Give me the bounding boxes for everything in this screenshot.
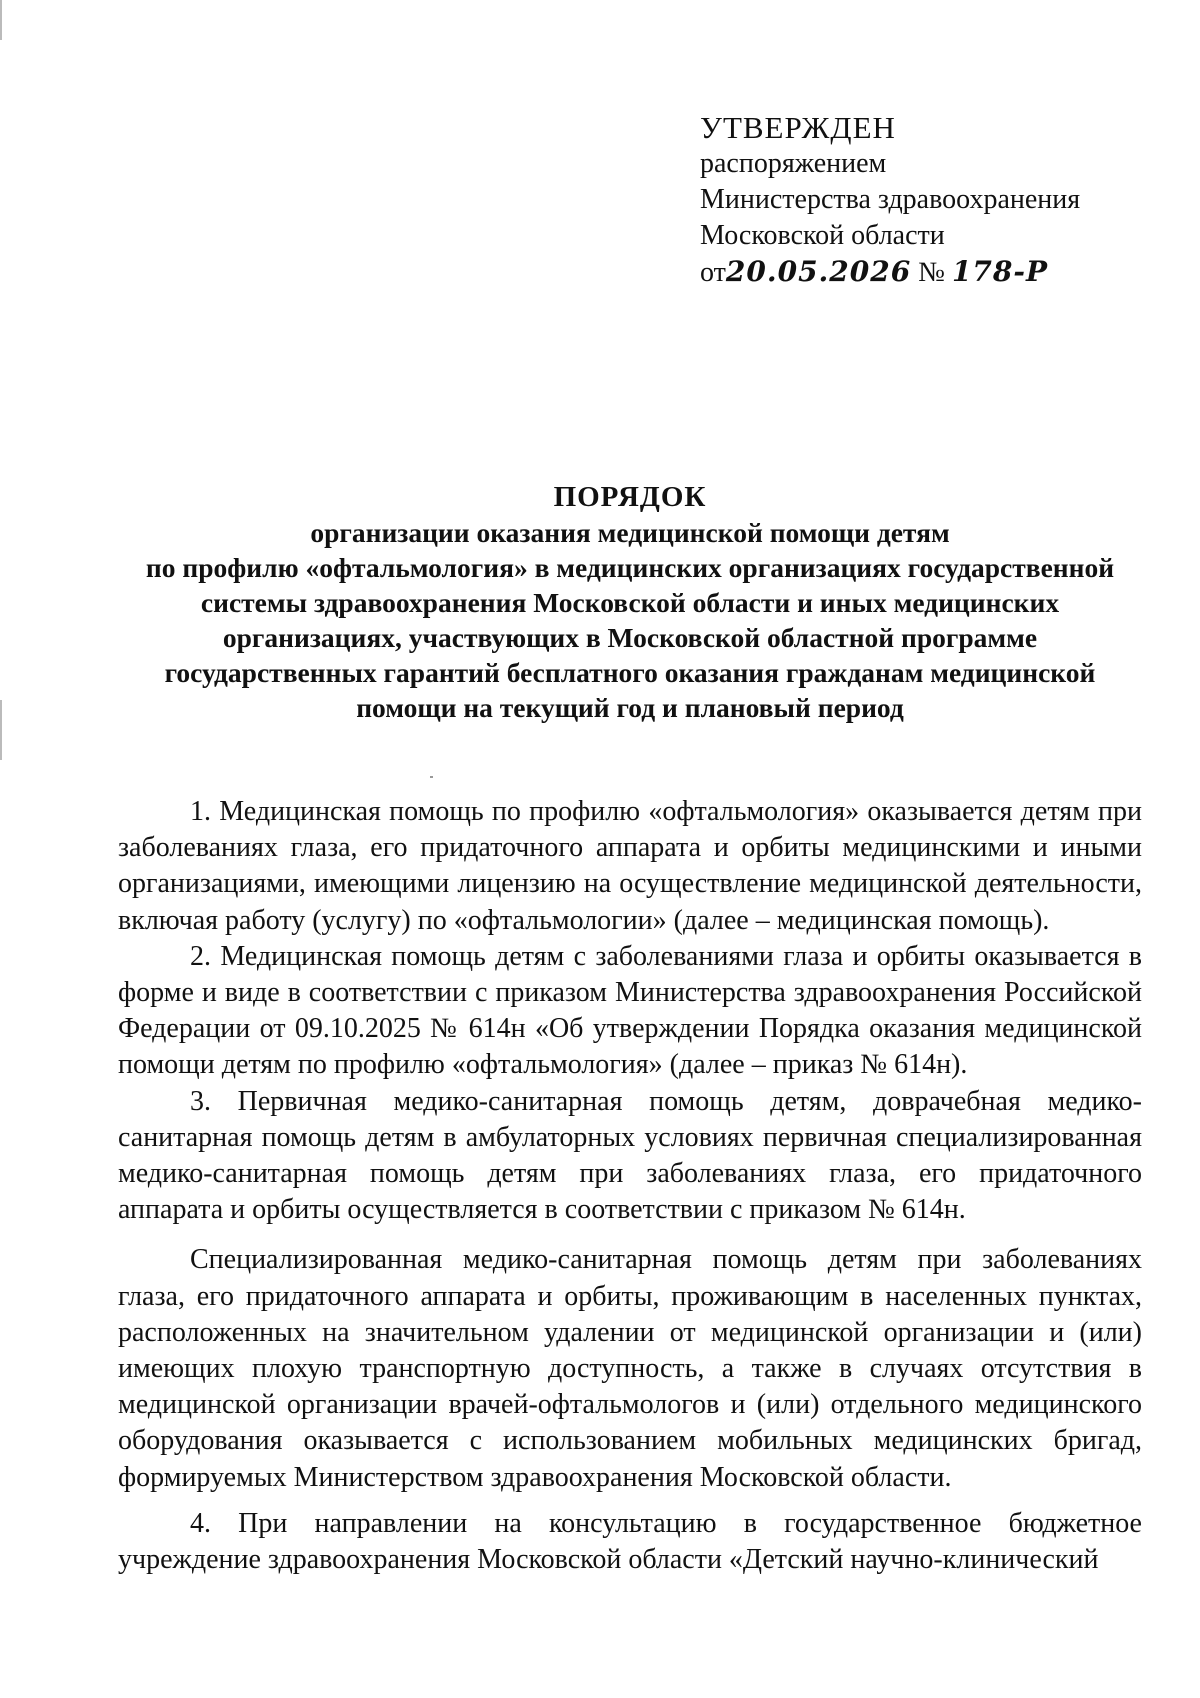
approval-stamp-block <box>700 110 1080 291</box>
title-line: организации оказания медицинской помощи детям <box>310 517 950 548</box>
handwritten-date: 20.05.2026 <box>725 255 912 288</box>
title-line: государственных гарантий бесплатного оказания гражданам медицинской <box>164 657 1096 688</box>
scan-margin-mark <box>0 0 2 40</box>
title-line: организациях, участвующих в Московской областной программе <box>222 622 1038 653</box>
document-body <box>118 794 1142 1578</box>
document-title: ПОРЯДОК <box>553 481 707 513</box>
paragraph-3: 3. Первичная медико-санитарная помощь детям, доврачебная медико-санитарная помощь детям в амбулаторных условиях первичная специализированная медико-санитарная помощь детям при заболеваниях глаза, его придаточного аппарата и орбиты осуществляется в соответствии с приказом № 614н. <box>118 1085 1142 1226</box>
handwritten-number: 178-Р <box>951 255 1049 288</box>
approval-line: распоряжением <box>700 148 887 179</box>
paragraph-3-continued: Специализированная медико-санитарная помощь детям при заболеваниях глаза, его придаточного аппарата и орбиты, проживающим в населенных пунктах, расположенных на значительном удалении от медицинской организации и (или) имеющих плохую транспортную доступность, а также в случаях отсутствия в медицинской организации врачей-офтальмологов и (или) отдельного медицинского оборудования оказывается с использованием мобильных медицинских бригад, формируемых Министерством здравоохранения Московской области. <box>118 1244 1142 1493</box>
title-line: помощи на текущий год и плановый период <box>356 692 904 723</box>
paragraph-4: 4. При направлении на консультацию в государственное бюджетное учреждение здравоохранения Московской области «Детский научно-клинический <box>118 1507 1142 1576</box>
title-line: системы здравоохранения Московской области и иных медицинских <box>200 587 1060 618</box>
paragraph-1: 1. Медицинская помощь по профилю «офтальмология» оказывается детям при заболеваниях глаза, его придаточного аппарата и орбиты медицинскими и иными организациями, имеющими лицензию на осуществление медицинской деятельности, включая работу (услугу) по «офтальмологии» (далее – медицинская помощь). <box>118 796 1142 936</box>
paragraph-2: 2. Медицинская помощь детям с заболеваниями глаза и орбиты оказывается в форме и виде в соответствии с приказом Министерства здравоохранения Российской Федерации от 09.10.2025 № 614н «Об утверждении Порядка оказания медицинской помощи детям по профилю «офтальмология» (далее – приказ № 614н). <box>118 940 1142 1081</box>
date-prefix: от <box>700 257 726 288</box>
approval-title: УТВЕРЖДЕН <box>700 110 896 145</box>
approval-line: Министерства здравоохранения <box>700 184 1081 215</box>
scan-artifact-dot <box>430 776 433 778</box>
title-line: по профилю «офтальмология» в медицинских организациях государственной <box>145 552 1115 583</box>
scan-margin-mark <box>0 700 2 760</box>
approval-date-line <box>700 254 1080 291</box>
document-title-block <box>120 480 1140 725</box>
number-prefix: № <box>918 257 945 288</box>
approval-line: Московской области <box>700 220 945 251</box>
